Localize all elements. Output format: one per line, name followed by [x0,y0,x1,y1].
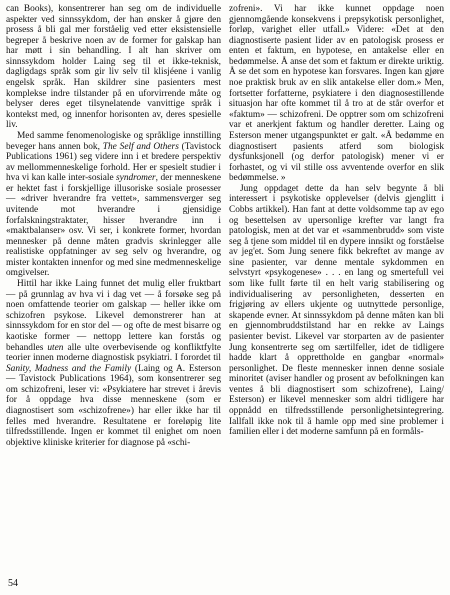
paragraph: Hittil har ikke Laing funnet det mulig eller fruktbart — på grunnlag av hva vi i dag vet — å forsøke seg på noen omfattende teorier om galskap — heller ikke om schizofren psykose. Likevel demonstrerer han at sinnssykdom for en stor del — og ofte de mest bisarre og kaotiske former — nettopp lettere kan forstås og behandles uten alle ulte overbevisende og konfliktfylte teorier innen moderne diagnostisk psykiatri. I forordet til Sanity, Madness and the Family (Laing og A. Esterson — Tavistock Publications 1964), som konsentrerer seg om schizofreni, leser vi: «Psykiatere har strevet i årevis for å oppdage hva disse menneskene (som er diagnostisert som «schizofrene») har eller ikke har til felles med hverandre. Resultatene er foreløpig lite tilfredsstillende. Ingen er kommet til enighet om noen objektive kliniske kriterier for diagnose på «schi- [6,279,222,448]
paragraph: Med samme fenomenologiske og språklige innstilling beveger hans annen bok, The Self and Others (Tavistock Publications 1961) seg videre inn i et bredere perspektiv av mellommenneskelige forhold. Her er spesielt studier i hva vi kan kalle inter-sosiale syndromer, der menneskene er hektet fast i forskjellige illusoriske sosiale prosesser — «driver hverandre fra vettet», sammensverger seg uvitende mot hverandre i gjensidige forfalskningstraktater, hisser hverandre inn i «maktbalanser» osv. Vi ser, i konkrete former, hvordan mennesker på denne måten gradvis skrinlegger alle realistiske oppfatninger av seg selv og hverandre, og mister kontakten innenfor og med sine medmenneskelige omgivelser. [6,130,221,279]
paragraph: can Books), konsentrerer han seg om de individuelle aspekter ved sinnssykdom, der han ønsker å gjøre den prosess å bli gal mer forståelig ved etter eksistensielle begreper å beskrive noen av de former for galskap han har møtt i sin behandling. I alt han skriver om sinnssykdom holder Laing seg til et ikke-teknisk, dagligdags språk som gir liv selv til klisjéene i vanlig engelsk språk. Han skildrer sine pasienters mest komplekse indre tilstander på en uforvirrende måte og belyser deres eget tilsynelatende vanvittige språk i kontekst med, og innenfor horisonten av, deres spesielle liv. [6,4,221,131]
left-column [6,4,221,576]
paragraph: Jung oppdaget dette da han selv begynte å bli interessert i psykotiske opplevelser (delvis gjenglitt i Cobbs artikkel). Han fant at dette voldsomme tap av ego og besettelsen av upersonlige krefter var langt fra patologisk, men at det var et «sammenbrudd» som viste seg å tjene som middel til en dypere innsikt og forståelse av jeg'et. Som Jung senere fikk bekreftet av mange av sine pasienter, var denne mentale sykdommen en selvstyrt «psykogenese» . . . en lang og smertefull vei som like fullt førte til en helt varig stabilisering og individualisering av personligheten, desserten en frigjøring av ellers ukjente og uutnyttede personlige, skapende evner. At sinnssykdom på denne måten kan bli en gjennombruddstilstand har en rekke av Laings pasienter bevist. Likevel var storparten av de pasienter Jung konsentrerte seg om særtilfeller, idet de tidligere hadde klart å opprettholde en gangbar «normal» personlighet. De fleste mennesker innen denne sosiale minoritet (aviser handler og prosent av befolkningen kan ventes å bli diagnostisert som schizofrene), Laing/ Esterson) er likevel mennesker som aldri tidligere har oppnådd en tilfredsstillende personlighetsintegrering. Iallfall ikke nok til å hamle opp med sine problemer i familien eller i det moderne samfunn på en formåls- [229,183,444,438]
document-page [6,4,444,576]
page-number: 54 [8,578,18,589]
right-column [229,4,444,576]
paragraph: zofreni». Vi har ikke kunnet oppdage noen gjennomgående konsekvens i prepsykotisk personlighet, forløp, varighet eller utfall.» Videre: «Det at den diagnostiserte pasient lider av en patologisk prosess er enten et faktum, en hypotese, en antakelse eller en bedømmelse. Å anse det som et faktum er direkte uriktig. Å se det som en hypotese kan forsvares. Ingen kan gjøre noe praktisk bruk av en slik antakelse eller dom.» Men, fortsetter forfatterne, psykiatere i den diagnosestillende situasjon har ofte kommet til å tro at de står overfor et «faktum» — schizofreni. De opptrer som om schizofreni var et anerkjent faktum og handler deretter. Laing og Esterson mener utgangspunktet er galt. «Å bedømme en diagnostisert pasients atferd som biologisk dysfunksjonell (og derfor patologisk) mener vi er forhastet, og vi vil stille oss avventende overfor en slik bedømmelse. » [229,4,444,184]
